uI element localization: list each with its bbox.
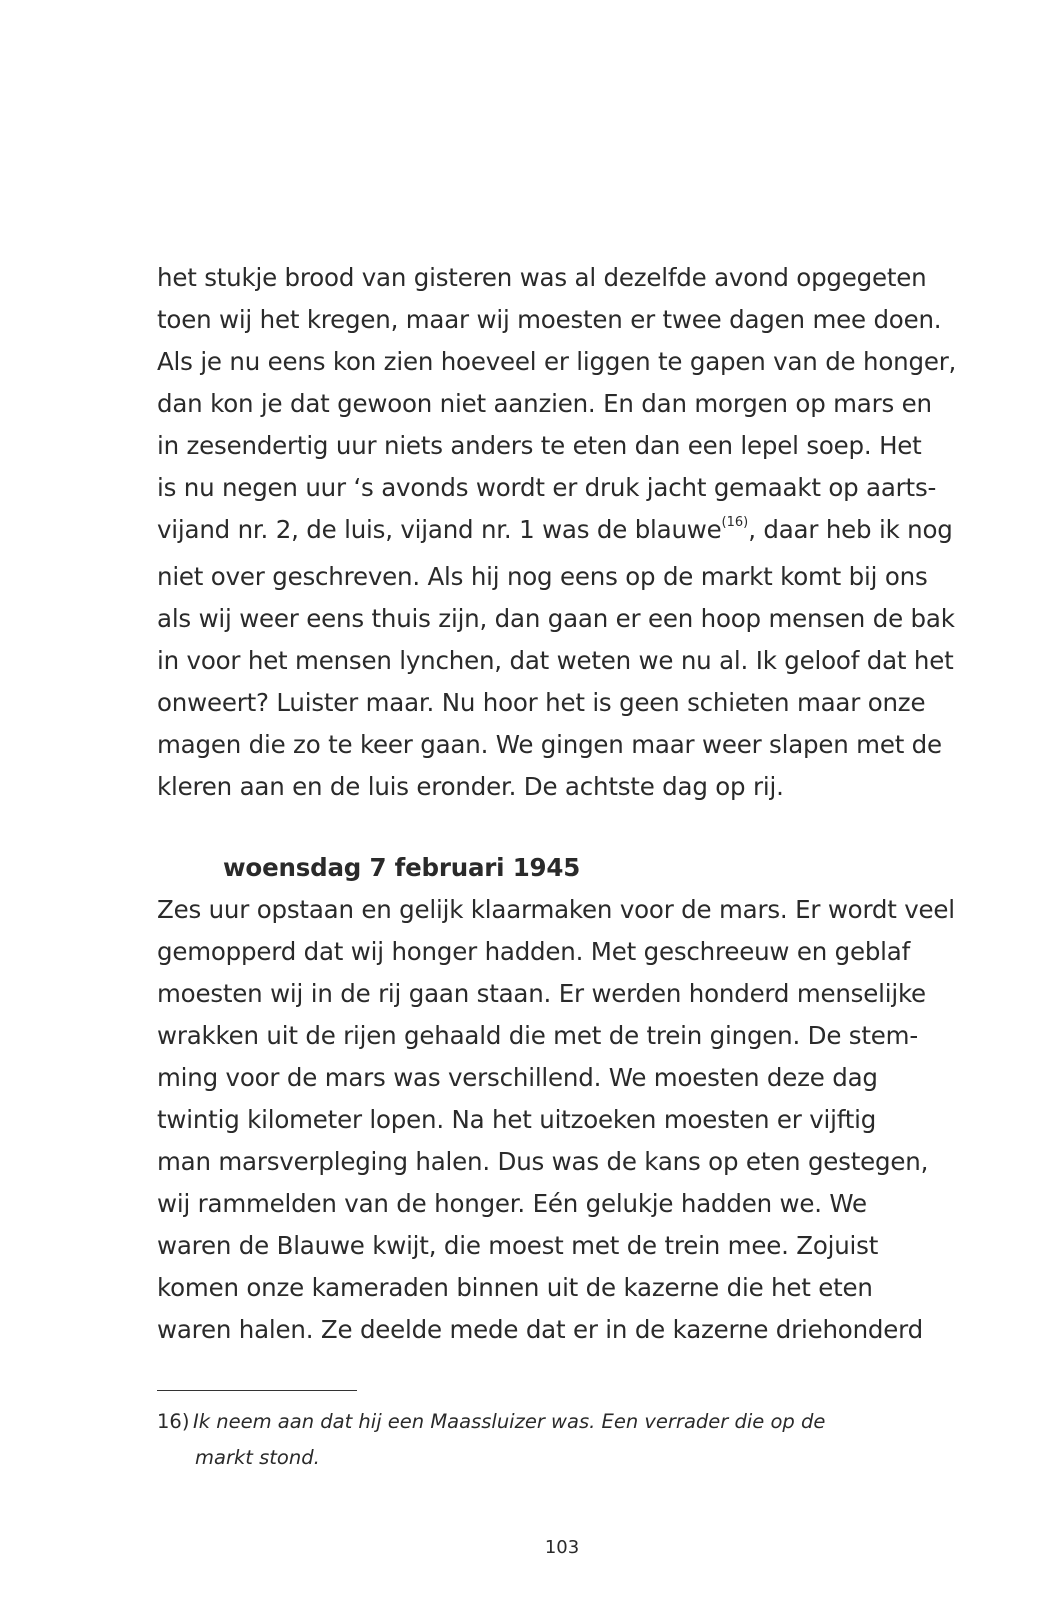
text-line: Als je nu eens kon zien hoeveel er liggen te gapen van de honger, [157, 347, 957, 376]
footnote-line [157, 1404, 987, 1440]
footnote [157, 1404, 987, 1476]
text-line: als wij weer eens thuis zijn, dan gaan er een hoop mensen de bak [157, 604, 955, 633]
text-line: twintig kilometer lopen. Na het uitzoeken moesten er vijftig [157, 1105, 877, 1134]
paragraph-2 [157, 889, 992, 1351]
text-line: wrakken uit de rijen gehaald die met de trein gingen. De stem- [157, 1021, 918, 1050]
date-heading: woensdag 7 februari 1945 [223, 853, 581, 882]
text-line: moesten wij in de rij gaan staan. Er werden honderd menselijke [157, 979, 926, 1008]
text-line: waren de Blauwe kwijt, die moest met de trein mee. Zojuist [157, 1231, 879, 1260]
footnote-text: Ik neem aan dat hij een Maassluizer was. Een verrader die op de [193, 1410, 826, 1433]
text-line: toen wij het kregen, maar wij moesten er twee dagen mee doen. [157, 305, 942, 334]
text-line: in zesendertig uur niets anders te eten dan een lepel soep. Het [157, 431, 922, 460]
text-line: is nu negen uur ‘s avonds wordt er druk jacht gemaakt op aarts- [157, 473, 937, 502]
text-line-start: vijand nr. 2, de luis, vijand nr. 1 was de blauwe [157, 515, 722, 544]
text-line: wij rammelden van de honger. Eén gelukje hadden we. We [157, 1189, 867, 1218]
text-line: kleren aan en de luis eronder. De achtste dag op rij. [157, 772, 784, 801]
text-line: ming voor de mars was verschillend. We moesten deze dag [157, 1063, 878, 1092]
footnote-divider [157, 1390, 357, 1391]
text-line: komen onze kameraden binnen uit de kazerne die het eten [157, 1273, 873, 1302]
footnote-number: 16) [157, 1410, 190, 1433]
text-line: niet over geschreven. Als hij nog eens op de markt komt bij ons [157, 562, 928, 591]
text-line: het stukje brood van gisteren was al dezelfde avond opgegeten [157, 263, 927, 292]
text-line: man marsverpleging halen. Dus was de kans op eten gestegen, [157, 1147, 929, 1176]
text-line-end: , daar heb ik nog [748, 515, 953, 544]
text-line: waren halen. Ze deelde mede dat er in de kazerne driehonderd [157, 1315, 923, 1344]
text-line: Zes uur opstaan en gelijk klaarmaken voor de mars. Er wordt veel [157, 895, 955, 924]
page-number: 103 [544, 1537, 580, 1558]
footnote-text: markt stond. [195, 1446, 320, 1469]
footnote-reference[interactable]: (16) [721, 515, 749, 530]
text-line: dan kon je dat gewoon niet aanzien. En dan morgen op mars en [157, 389, 932, 418]
text-line-with-footnote [157, 509, 992, 556]
footnote-line [157, 1440, 987, 1476]
paragraph-1 [157, 257, 992, 808]
text-line: onweert? Luister maar. Nu hoor het is geen schieten maar onze [157, 688, 926, 717]
text-line: magen die zo te keer gaan. We gingen maar weer slapen met de [157, 730, 942, 759]
text-line: in voor het mensen lynchen, dat weten we nu al. Ik geloof dat het [157, 646, 954, 675]
text-line: gemopperd dat wij honger hadden. Met geschreeuw en geblaf [157, 937, 911, 966]
